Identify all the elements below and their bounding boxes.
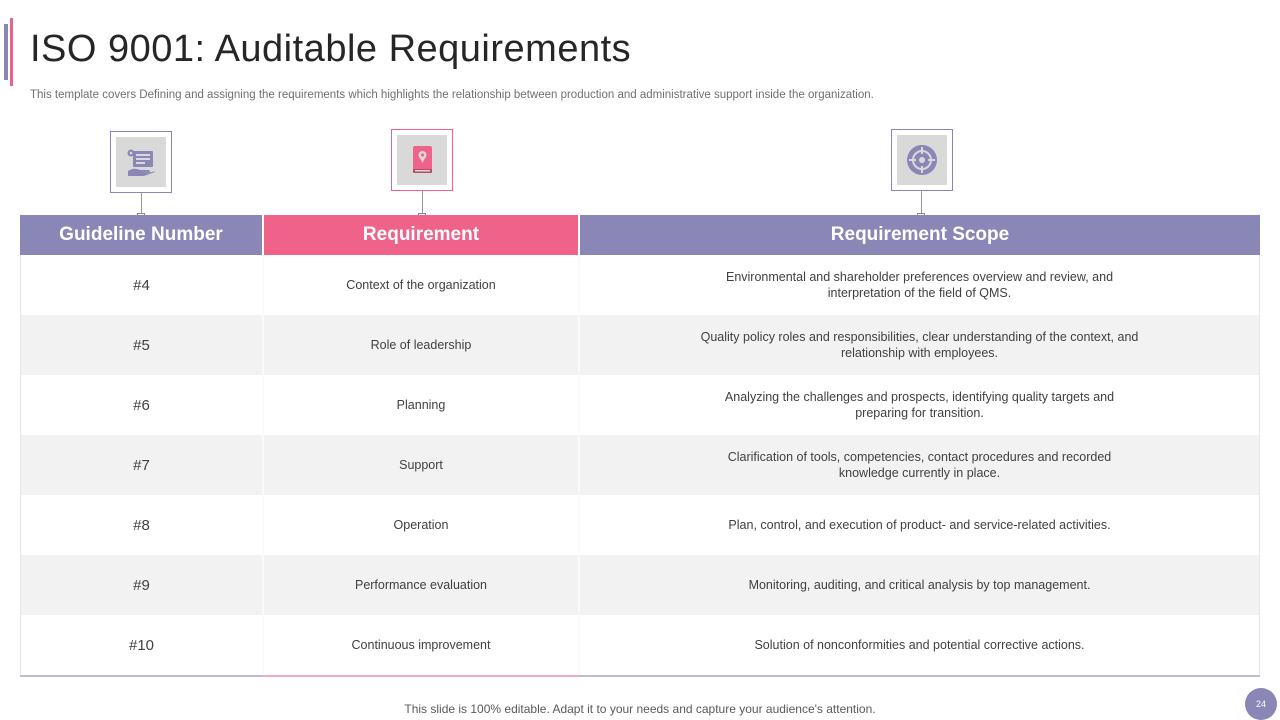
title-accent-bar-pink: [10, 18, 13, 86]
cell-requirement-scope: Monitoring, auditing, and critical analysis by top management.: [580, 555, 1260, 615]
header-guideline-number: Guideline Number: [20, 215, 262, 255]
cell-requirement: Context of the organization: [262, 255, 580, 315]
table-row: [20, 255, 1260, 315]
table-row: [20, 495, 1260, 555]
cell-guideline-number: #4: [20, 255, 262, 315]
table-row: [20, 615, 1260, 675]
cell-guideline-number: #8: [20, 495, 262, 555]
scope-icon-box: [891, 129, 953, 191]
cell-requirement-scope: Quality policy roles and responsibilities, clear understanding of the context, and relationship with employees.: [580, 315, 1260, 375]
table-row: [20, 375, 1260, 435]
table-row: [20, 315, 1260, 375]
table-bottom-accent: [262, 675, 580, 677]
guideline-document-icon: [124, 145, 158, 179]
requirement-book-icon: [405, 143, 439, 177]
cell-requirement: Planning: [262, 375, 580, 435]
page-number-badge: 24: [1245, 688, 1277, 720]
table-row: [20, 435, 1260, 495]
target-scope-icon: [905, 143, 939, 177]
cell-guideline-number: #5: [20, 315, 262, 375]
guideline-icon-box: [110, 131, 172, 193]
guideline-icon-connector: [141, 193, 142, 213]
table-row: [20, 555, 1260, 615]
cell-guideline-number: #9: [20, 555, 262, 615]
cell-requirement: Continuous improvement: [262, 615, 580, 675]
title-accent-bar-purple: [4, 24, 8, 80]
cell-guideline-number: #6: [20, 375, 262, 435]
cell-requirement: Performance evaluation: [262, 555, 580, 615]
cell-requirement-scope: Analyzing the challenges and prospects, identifying quality targets and preparing for transition.: [580, 375, 1260, 435]
cell-guideline-number: #7: [20, 435, 262, 495]
header-requirement-scope: Requirement Scope: [580, 215, 1260, 255]
page-subtitle: This template covers Defining and assigning the requirements which highlights the relationship between production and administrative support inside the organization.: [30, 89, 874, 101]
requirement-icon-box: [391, 129, 453, 191]
cell-requirement-scope: Clarification of tools, competencies, contact procedures and recorded knowledge currently in place.: [580, 435, 1260, 495]
page-title: ISO 9001: Auditable Requirements: [30, 28, 632, 70]
requirement-icon-connector: [422, 191, 423, 213]
table-header-row: [20, 215, 1260, 255]
cell-requirement-scope: Plan, control, and execution of product- and service-related activities.: [580, 495, 1260, 555]
cell-requirement: Role of leadership: [262, 315, 580, 375]
header-requirement: Requirement: [262, 215, 580, 255]
scope-icon-connector: [921, 191, 922, 213]
cell-requirement: Operation: [262, 495, 580, 555]
cell-requirement-scope: Environmental and shareholder preferences overview and review, and interpretation of the field of QMS.: [580, 255, 1260, 315]
cell-requirement-scope: Solution of nonconformities and potential corrective actions.: [580, 615, 1260, 675]
requirements-table: [20, 215, 1260, 675]
table-bottom-border: [20, 675, 1260, 677]
footer-note: This slide is 100% editable. Adapt it to your needs and capture your audience's attention.: [404, 702, 876, 716]
cell-requirement: Support: [262, 435, 580, 495]
cell-guideline-number: #10: [20, 615, 262, 675]
